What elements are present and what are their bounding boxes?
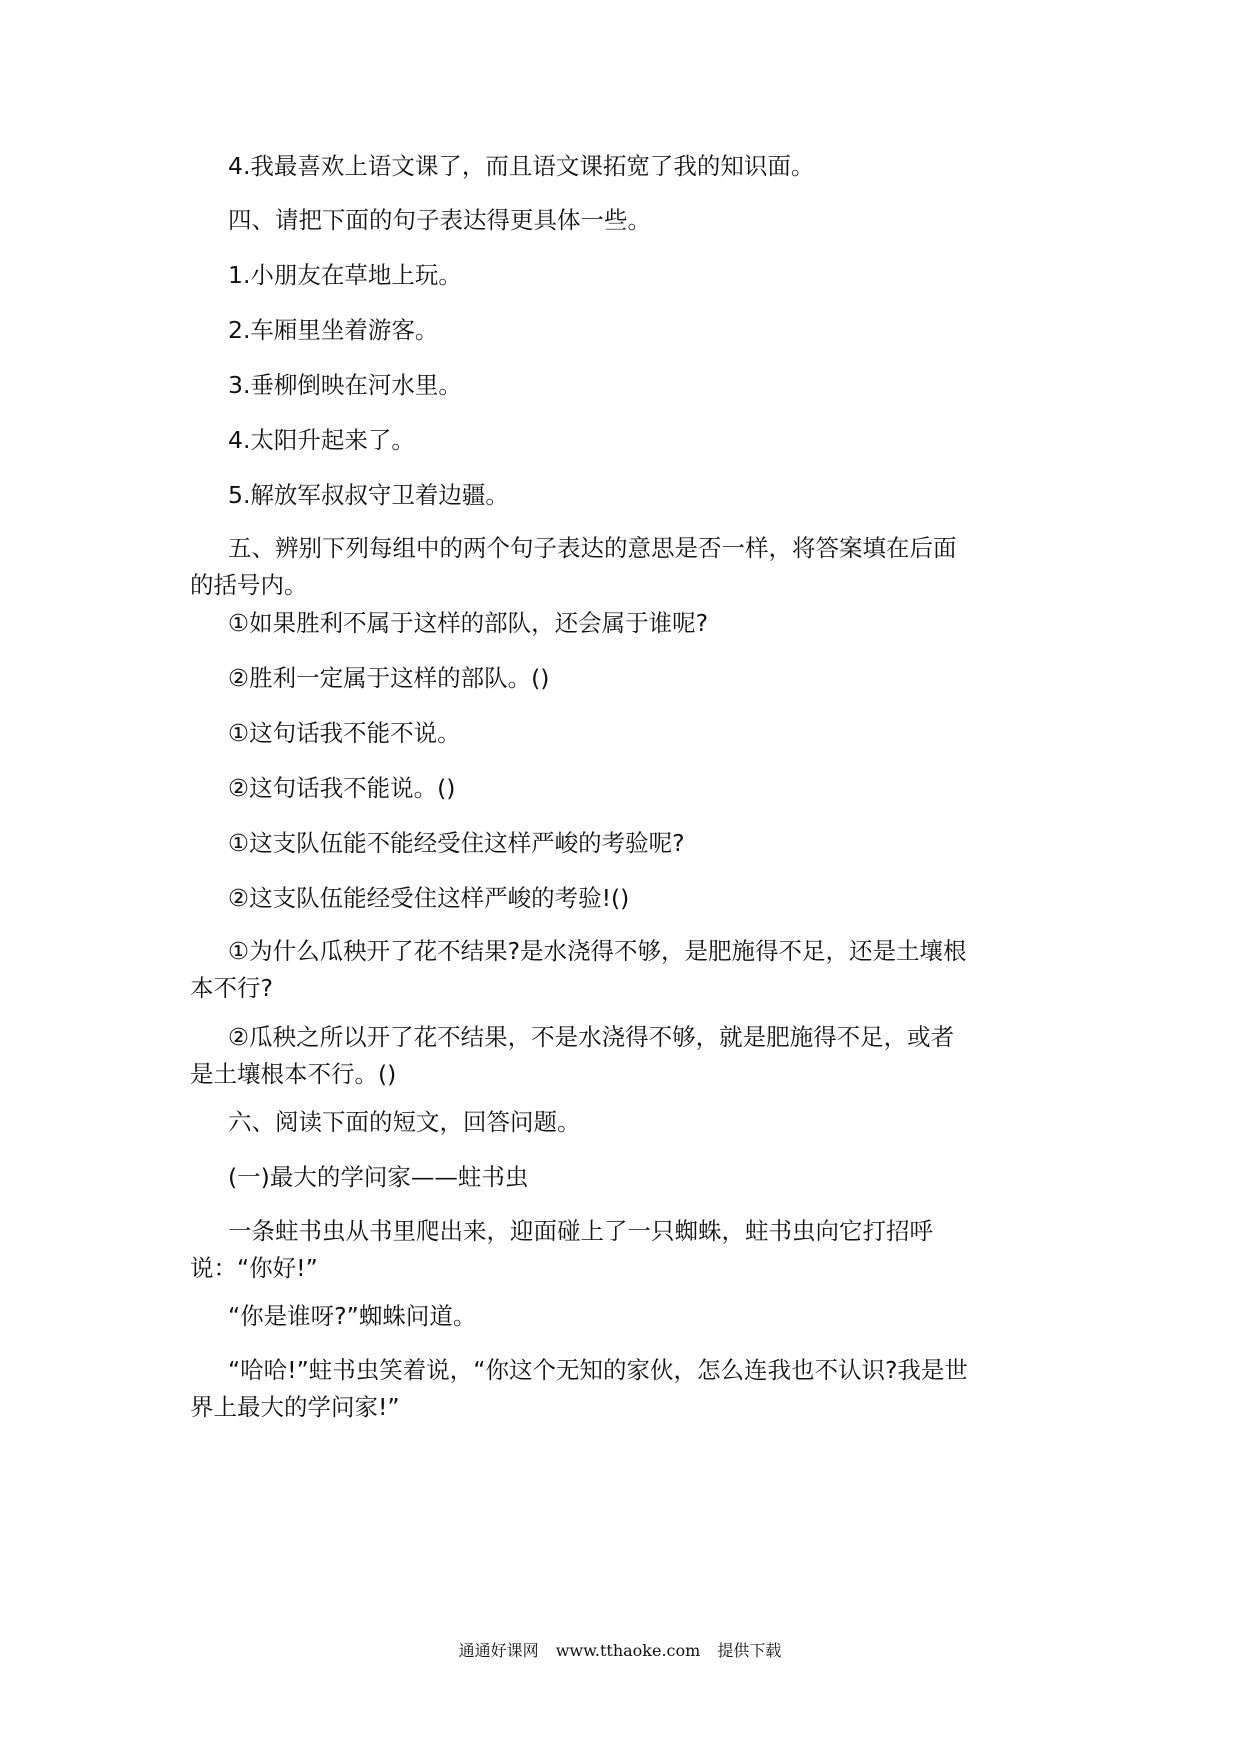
paragraph-20: “你是谁呀?”蜘蛛问道。 — [228, 1302, 477, 1330]
section-heading-5: 五、辨别下列每组中的两个句子表达的意思是否一样，将答案填在后面的括号内。 — [190, 534, 957, 599]
paragraph-5: 3.垂柳倒映在河水里。 — [228, 371, 462, 399]
section-heading-6: 六、阅读下面的短文，回答问题。 — [228, 1108, 581, 1136]
paragraph-12: ②这句话我不能说。() — [228, 774, 456, 802]
paragraph-4: 2.车厢里坐着游客。 — [228, 316, 439, 344]
footer-site-name: 通通好课网 — [458, 1641, 539, 1660]
paragraph-6: 4.太阳升起来了。 — [228, 426, 415, 454]
paragraph-15: ①为什么瓜秧开了花不结果?是水浇得不够，是肥施得不足，还是土壤根本不行? — [190, 937, 967, 1002]
page-footer — [0, 1638, 1240, 1661]
paragraph-7: 5.解放军叔叔守卫着边疆。 — [228, 481, 509, 509]
article-title: (一)最大的学问家——蛀书虫 — [228, 1163, 529, 1191]
paragraph-11: ①这句话我不能不说。 — [228, 719, 461, 747]
paragraph-9: ①如果胜利不属于这样的部队，还会属于谁呢? — [228, 609, 709, 637]
section-heading-4: 四、请把下面的句子表达得更具体一些。 — [228, 206, 651, 234]
paragraph-3: 1.小朋友在草地上玩。 — [228, 261, 462, 289]
paragraph-13: ①这支队伍能不能经受住这样严峻的考验呢? — [228, 829, 685, 857]
paragraph-19: 一条蛀书虫从书里爬出来，迎面碰上了一只蜘蛛，蛀书虫向它打招呼说：“你好!” — [190, 1217, 933, 1282]
footer-url[interactable]: www.tthaoke.com — [555, 1641, 701, 1660]
paragraph-21: “哈哈!”蛀书虫笑着说，“你这个无知的家伙，怎么连我也不认识?我是世界上最大的学问家!” — [190, 1356, 968, 1421]
paragraph-1: 4.我最喜欢上语文课了，而且语文课拓宽了我的知识面。 — [228, 152, 815, 180]
footer-note: 提供下载 — [717, 1641, 782, 1660]
paragraph-14: ②这支队伍能经受住这样严峻的考验!() — [228, 884, 630, 912]
paragraph-16: ②瓜秧之所以开了花不结果，不是水浇得不够，就是肥施得不足，或者是土壤根本不行。() — [190, 1023, 955, 1088]
paragraph-10: ②胜利一定属于这样的部队。() — [228, 664, 550, 692]
